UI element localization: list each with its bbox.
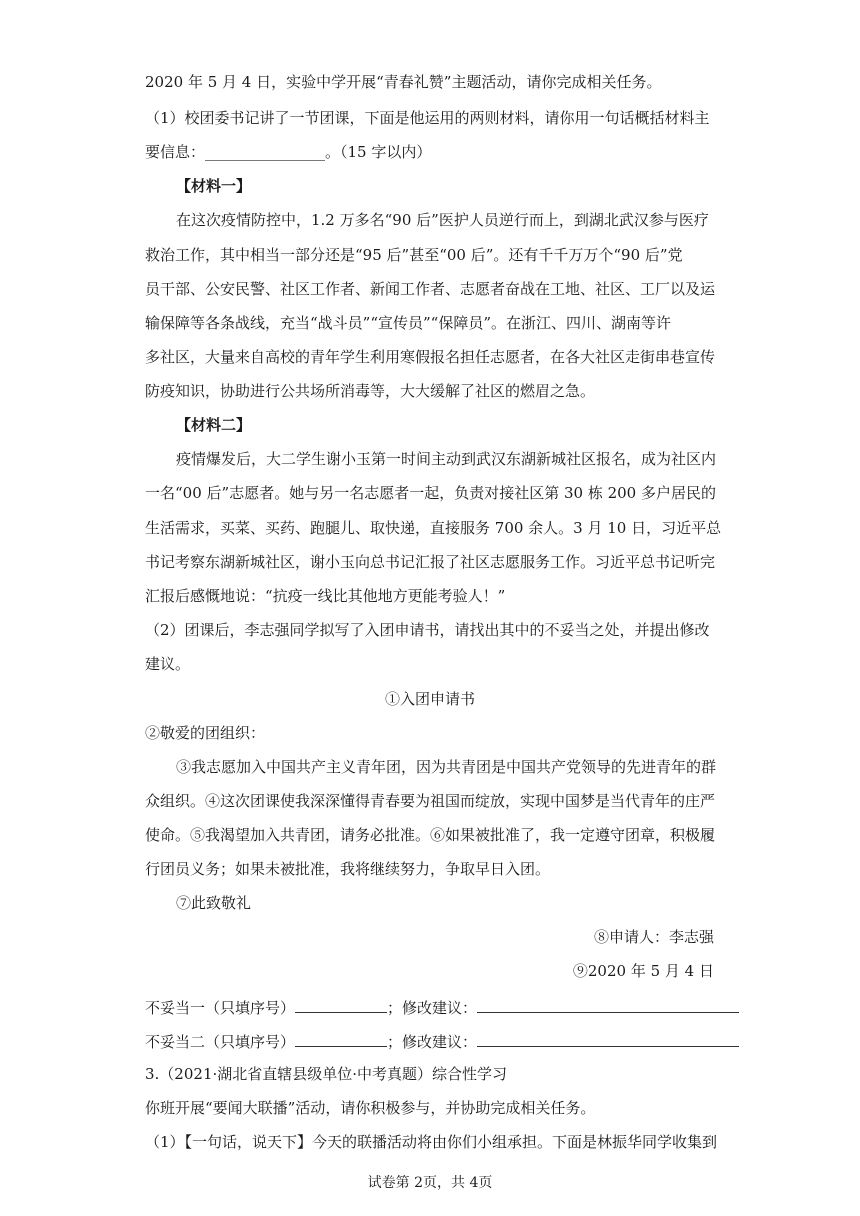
material-1-text: 防疫知识，协助进行公共场所消毒等，大大缓解了社区的燃眉之急。 (145, 382, 596, 400)
letter-closing: ⑦此致敬礼 (176, 894, 252, 912)
question-3-sub-1: （1）【一句话，说天下】今天的联播活动将由你们小组承担。下面是林振华同学收集到 (145, 1133, 718, 1151)
page-footer: 试卷第 2页，共 4页 (367, 1175, 493, 1191)
answer-row-2 (145, 1030, 739, 1052)
question-3-heading: 3.（2021·湖北省直辖县级单位·中考真题）综合性学习 (145, 1065, 508, 1083)
material-1-text: 多社区，大量来自高校的青年学生利用寒假报名担任志愿者，在各大社区走街串巷宣传 (145, 348, 716, 366)
question-3-intro: 你班开展“要闻大联播”活动，请你积极参与，并协助完成相关任务。 (145, 1099, 596, 1117)
intro-line: 2020 年 5 月 4 日，实验中学开展“青春礼赞”主题活动，请你完成相关任务。 (145, 73, 662, 91)
answer-label: 不妥当二（只填序号） (145, 1033, 296, 1051)
letter-body: 行团员义务；如果未被批准，我将继续努力，争取早日入团。 (145, 860, 551, 878)
material-1-text: 输保障等各条战线，充当“战斗员”“宣传员”“保障员”。在浙江、四川、湖南等许 (145, 314, 672, 332)
answer-row-1 (145, 996, 739, 1018)
letter-salutation: ②敬爱的团组织： (145, 724, 266, 742)
material-2-text: 一名“00 后”志愿者。她与另一名志愿者一起，负责对接社区第 30 栋 200 多户居民的 (145, 484, 716, 502)
question-1-stem: （1）校团委书记讲了一节团课，下面是他运用的两则材料，请你用一句话概括材料主 (145, 109, 710, 127)
letter-body: 众组织。④这次团课使我深深懂得青春要为祖国而绽放，实现中国梦是当代青年的庄严 (145, 792, 716, 810)
material-1-text: 救治工作，其中相当一部分还是“95 后”甚至“00 后”。还有千千万万个“90 后”党 (145, 246, 683, 264)
letter-title: ①入团申请书 (384, 690, 475, 708)
material-2-text: 疫情爆发后，大二学生谢小玉第一时间主动到武汉东湖新城社区报名，成为社区内 (176, 450, 717, 468)
answer-blank-suggestion[interactable] (477, 996, 739, 1013)
answer-blank-number[interactable] (295, 1030, 387, 1047)
material-2-text: 生活需求，买菜、买药、跑腿儿、取快递，直接服务 700 余人。3 月 10 日，习近平总 (145, 519, 722, 537)
material-2-text: 汇报后感慨地说：“抗疫一线比其他地方更能考验人！” (145, 587, 506, 605)
letter-signature: ⑧申请人：李志强 (593, 928, 714, 946)
material-2-text: 书记考察东湖新城社区，谢小玉向总书记汇报了社区志愿服务工作。习近平总书记听完 (145, 553, 716, 571)
answer-blank-suggestion[interactable] (477, 1030, 739, 1047)
letter-body: 使命。⑤我渴望加入共青团，请务必批准。⑥如果被批准了，我一定遵守团章，积极履 (145, 826, 716, 844)
answer-label: ；修改建议： (387, 1033, 478, 1051)
answer-label: 不妥当一（只填序号） (145, 999, 296, 1017)
material-1-text: 在这次疫情防控中，1.2 万多名“90 后”医护人员逆行而上，到湖北武汉参与医疗 (176, 211, 709, 229)
answer-blank-number[interactable] (295, 996, 387, 1013)
material-2-heading: 【材料二】 (176, 416, 252, 434)
answer-label: ；修改建议： (387, 999, 478, 1017)
question-1-stem-cont: 要信息：________________。（15 字以内） (145, 143, 432, 161)
question-2-stem-cont: 建议。 (145, 655, 191, 673)
letter-date: ⑨2020 年 5 月 4 日 (572, 962, 714, 980)
material-1-heading: 【材料一】 (176, 177, 252, 195)
question-2-stem: （2）团课后，李志强同学拟写了入团申请书，请找出其中的不妥当之处，并提出修改 (145, 621, 710, 639)
letter-body: ③我志愿加入中国共产主义青年团，因为共青团是中国共产党领导的先进青年的群 (176, 758, 717, 776)
material-1-text: 员干部、公安民警、社区工作者、新闻工作者、志愿者奋战在工地、社区、工厂以及运 (145, 280, 716, 298)
